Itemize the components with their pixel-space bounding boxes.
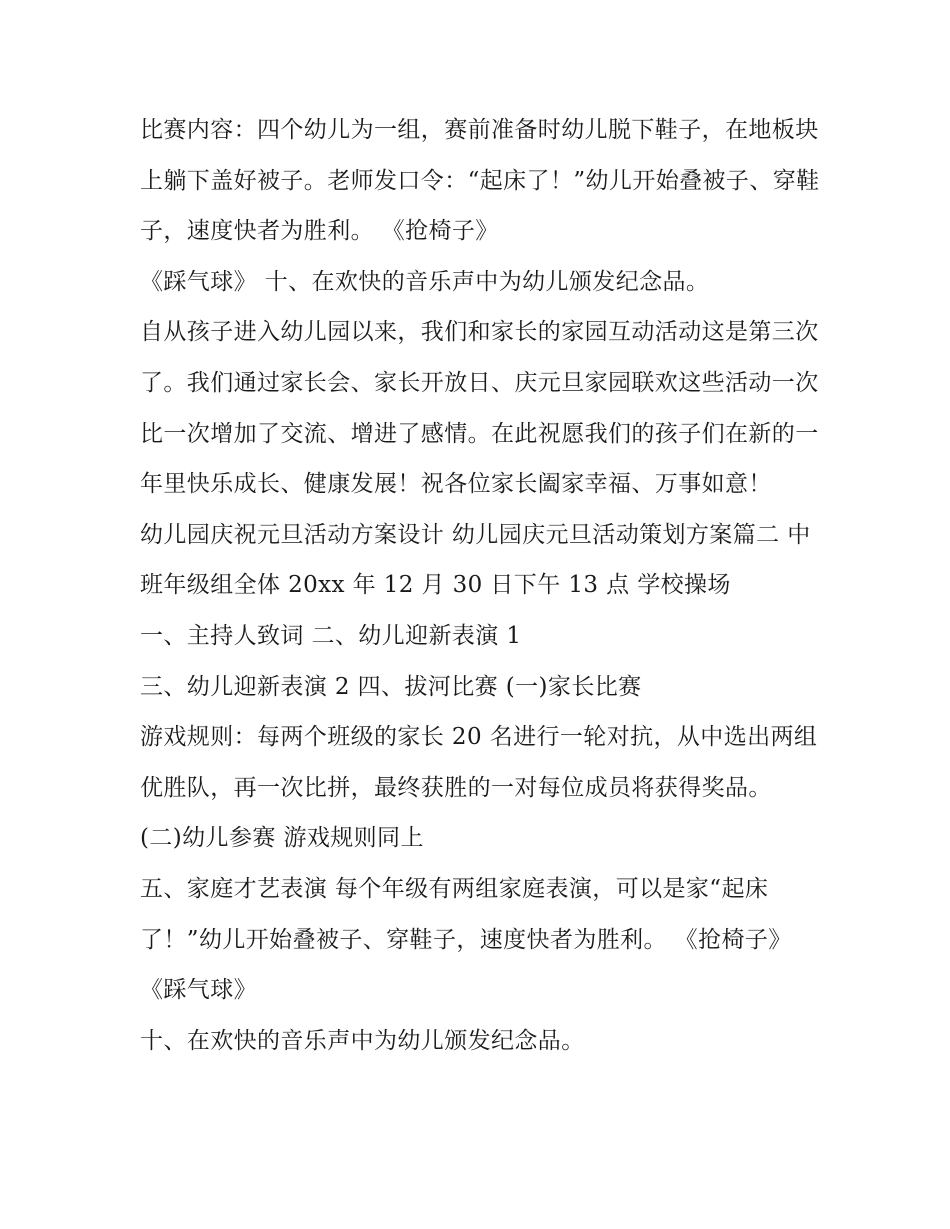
paragraph-balloon-award: 《踩气球》 十、在欢快的音乐声中为幼儿颁发纪念品。 xyxy=(140,268,710,295)
paragraph-program-3-4: 三、幼儿迎新表演 2 四、拔河比赛 (一)家长比赛 xyxy=(140,673,642,700)
paragraph-plan-title-time: 幼儿园庆祝元旦活动方案设计 幼儿园庆元旦活动策划方案篇二 中班年级组全体 20xx 年 12 月 30 日下午 13 点 学校操场 xyxy=(140,521,811,599)
paragraph-closing-wishes: 自从孩子进入幼儿园以来，我们和家长的家园互动活动这是第三次了。我们通过家长会、家长开放日、庆元旦家园联欢这些活动一次比一次增加了交流、增进了感情。在此祝愿我们的孩子们在新的一年里快乐成长、健康发展！祝各位家长阖家幸福、万事如意！ xyxy=(140,319,819,498)
paragraph-tug-rules: 游戏规则：每两个班级的家长 20 名进行一轮对抗，从中选出两组优胜队，再一次比拼，最终获胜的一对每位成员将获得奖品。 (二)幼儿参赛 游戏规则同上 xyxy=(140,724,818,852)
paragraph-award: 十、在欢快的音乐声中为幼儿颁发纪念品。 xyxy=(140,1027,585,1054)
document-body xyxy=(140,105,820,1066)
paragraph-program-1-2: 一、主持人致词 二、幼儿迎新表演 1 xyxy=(140,622,522,649)
paragraph-game-content: 比赛内容：四个幼儿为一组，赛前准备时幼儿脱下鞋子，在地板块上躺下盖好被子。老师发口令：“起床了！”幼儿开始叠被子、穿鞋子，速度快者为胜利。 《抢椅子》 xyxy=(140,117,820,245)
paragraph-family-talent: 五、家庭才艺表演 每个年级有两组家庭表演，可以是家“起床了！”幼儿开始叠被子、穿鞋子，速度快者为胜利。 《抢椅子》 《踩气球》 xyxy=(140,875,792,1004)
